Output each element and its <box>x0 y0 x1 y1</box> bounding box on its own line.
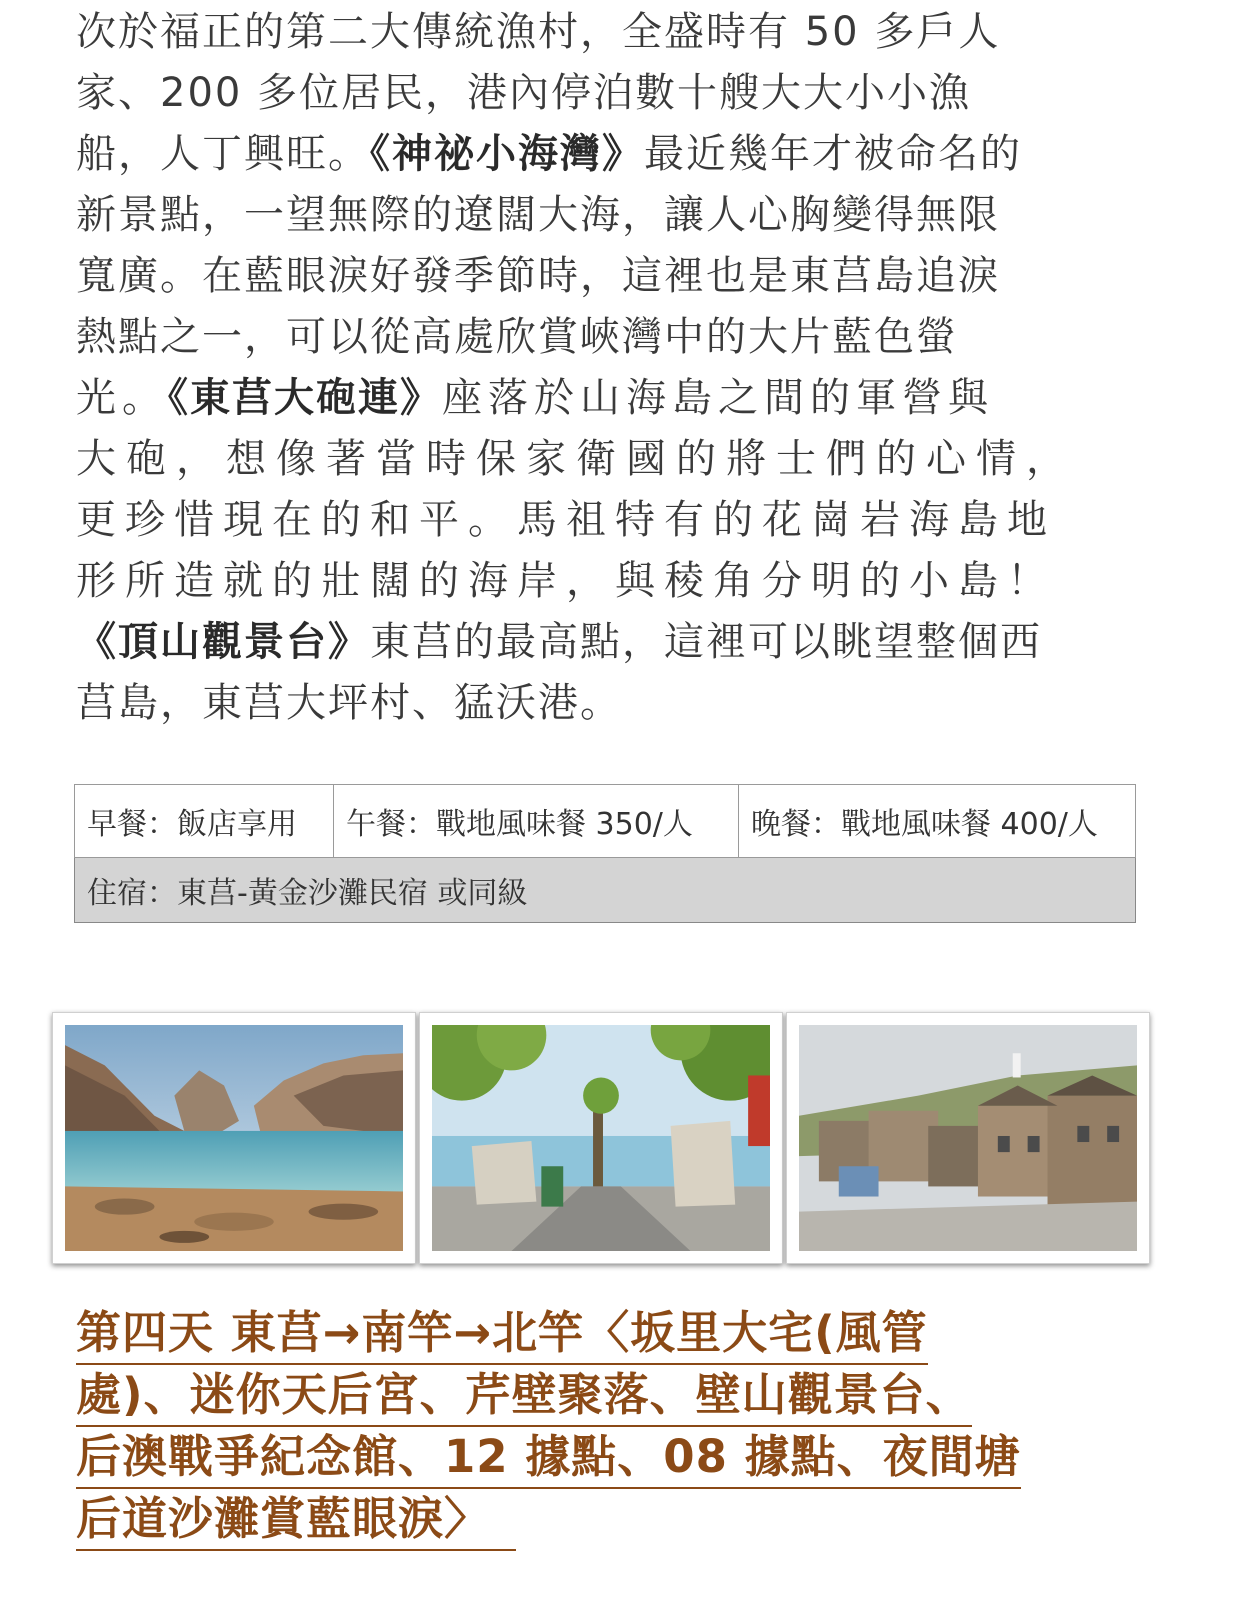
itinerary-content <box>76 0 1166 734</box>
paragraph-text: 東莒的最高點，這裡可以眺望整個西 <box>370 619 1042 665</box>
lunch-cell: 午餐：戰地風味餐 350/人 <box>334 785 739 858</box>
paragraph-line <box>76 124 1166 185</box>
day-four-heading <box>76 1303 1166 1551</box>
paragraph-line: 大砲，想像著當時保家衛國的將士們的心情， <box>76 436 1076 482</box>
paragraph-line: 熱點之一，可以從高處欣賞峽灣中的大片藍色螢 <box>76 314 958 360</box>
paragraph-line: 更珍惜現在的和平。馬祖特有的花崗岩海島地 <box>76 497 1056 543</box>
paragraph-text: 船，人丁興旺。 <box>76 131 370 177</box>
paragraph-text: 最近幾年才被命名的 <box>644 131 1022 177</box>
stone-village-photo-icon <box>799 1025 1137 1251</box>
viewpoint-stones-photo-icon <box>432 1025 770 1251</box>
paragraph-line: 新景點，一望無際的遼闊大海，讓人心胸變得無限 <box>76 192 1000 238</box>
accommodation-cell: 住宿：東莒-黃金沙灘民宿 或同級 <box>75 858 1136 923</box>
photo-cove <box>52 1012 416 1264</box>
paragraph-line: 家、200 多位居民，港內停泊數十艘大大小小漁 <box>76 70 972 116</box>
attraction-name-dongju-artillery: 《東莒大砲連》 <box>168 375 442 421</box>
heading-line: 處)、迷你天后宮、芹壁聚落、壁山觀景台、 <box>76 1365 972 1427</box>
heading-line: 后澳戰爭紀念館、12 據點、08 據點、夜間塘 <box>76 1427 1021 1489</box>
paragraph-line <box>76 368 1166 429</box>
paragraph-line: 寬廣。在藍眼淚好發季節時，這裡也是東莒島追淚 <box>76 253 1000 299</box>
photo-village <box>786 1012 1150 1264</box>
heading-line: 第四天 東莒→南竿→北竿〈坂里大宅(風管 <box>76 1303 928 1365</box>
paragraph-text: 光。 <box>76 375 168 421</box>
breakfast-cell: 早餐：飯店享用 <box>75 785 334 858</box>
paragraph-text: 座落於山海島之間的軍營與 <box>442 375 994 421</box>
accommodation-row <box>75 858 1136 923</box>
dinner-cell: 晚餐：戰地風味餐 400/人 <box>739 785 1136 858</box>
photo-viewpoint <box>419 1012 783 1264</box>
photo-gallery <box>52 1012 1150 1264</box>
cove-photo-icon <box>65 1025 403 1251</box>
paragraph-line <box>76 612 1166 673</box>
meals-table <box>74 784 1136 923</box>
day-description-paragraph <box>76 0 1166 734</box>
attraction-name-dingshan-viewpoint: 《頂山觀景台》 <box>76 619 370 665</box>
meals-row <box>75 785 1136 858</box>
paragraph-line: 莒島，東莒大坪村、猛沃港。 <box>76 680 622 726</box>
paragraph-line: 次於福正的第二大傳統漁村，全盛時有 50 多戶人 <box>76 9 1001 55</box>
heading-line: 后道沙灘賞藍眼淚〉 <box>76 1489 516 1551</box>
paragraph-line: 形所造就的壯闊的海岸，與稜角分明的小島！ <box>76 558 1056 604</box>
attraction-name-mystery-cove: 《神祕小海灣》 <box>370 131 644 177</box>
